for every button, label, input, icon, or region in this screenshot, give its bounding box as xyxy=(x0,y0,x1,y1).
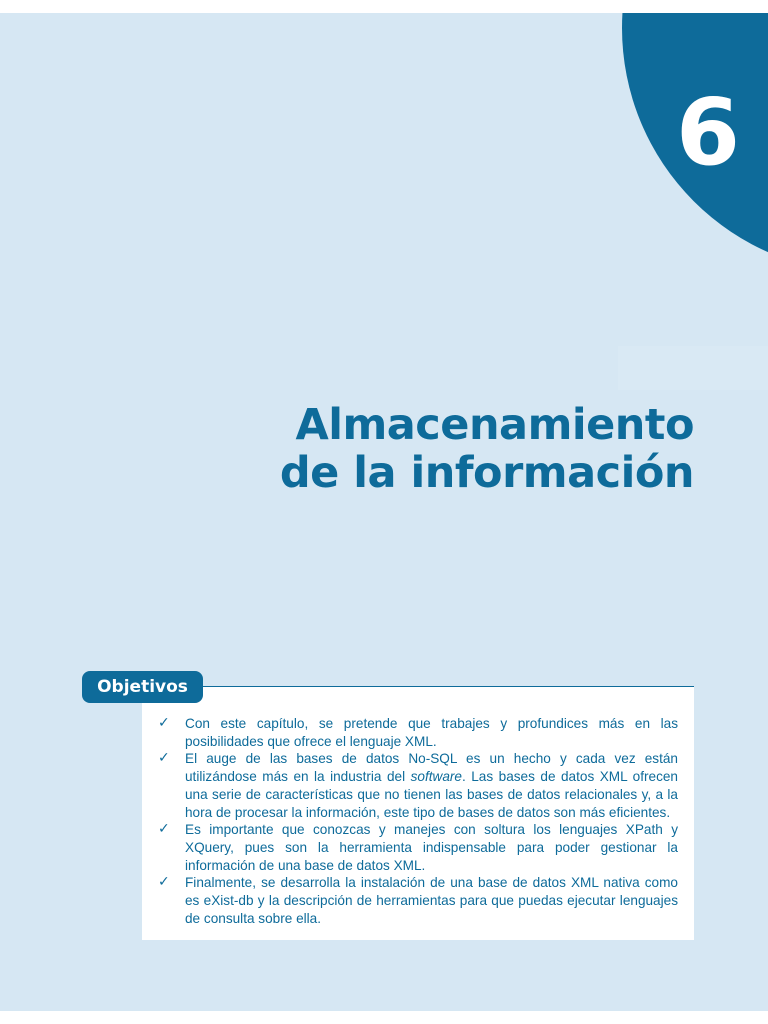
chapter-title xyxy=(280,401,694,497)
objective-text-continued: . Las bases de datos XML ofrecen una serie de características que no tienen las bases de datos relacionales y, a la hora de procesar la información, este tipo de bases de datos son más eficientes. xyxy=(185,769,678,820)
objective-text: Con este capítulo, se pretende que trabajes y profundices más en las posibilidades que ofrece el lenguaje XML. xyxy=(185,716,678,749)
chapter-opener-page xyxy=(0,13,768,1011)
objective-text: El auge de las bases de datos No-SQL es un hecho y cada vez están utilizándose más en la industria del xyxy=(185,751,678,785)
check-icon: ✓ xyxy=(158,874,170,891)
objectives-label: Objetivos xyxy=(82,671,203,703)
chapter-title-line-1: Almacenamiento xyxy=(295,400,694,450)
objective-item xyxy=(158,715,678,750)
objective-emphasis: software xyxy=(410,769,462,785)
objectives-box xyxy=(142,687,694,940)
chapter-number: 6 xyxy=(675,79,740,186)
objectives-list xyxy=(158,715,678,927)
check-icon: ✓ xyxy=(158,750,170,767)
check-icon: ✓ xyxy=(158,821,170,838)
objective-item xyxy=(158,874,678,927)
objective-item xyxy=(158,750,678,821)
faint-stamp-decoration xyxy=(618,346,768,390)
objective-text: Es importante que conozcas y manejes con soltura los lenguajes XPath y XQuery, pues son la herramienta indispensable para poder gestionar la información de una base de datos XML. xyxy=(185,822,678,873)
objective-item xyxy=(158,821,678,874)
chapter-title-line-2: de la información xyxy=(279,448,694,498)
objective-text: Finalmente, se desarrolla la instalación de una base de datos XML nativa como es eXist-db y la descripción de herramientas para que puedas ejecutar lenguajes de consulta sobre ella. xyxy=(185,875,678,926)
check-icon: ✓ xyxy=(158,715,170,731)
